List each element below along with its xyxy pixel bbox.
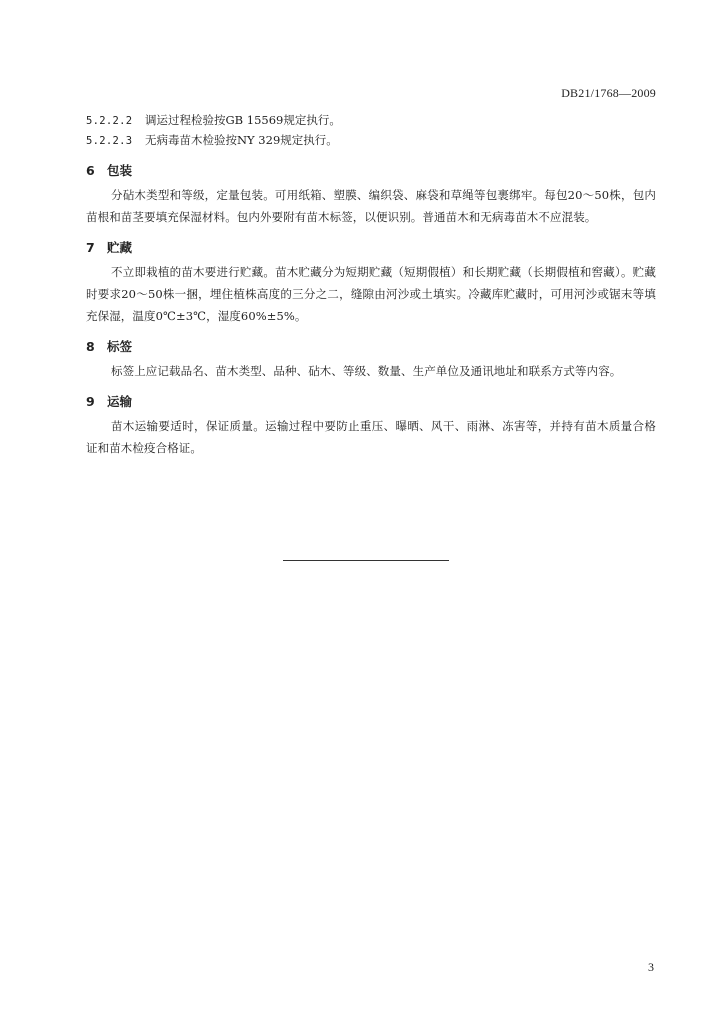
section-paragraph: 苗木运输要适时，保证质量。运输过程中要防止重压、曝晒、风干、雨淋、冻害等，并持有苗木质量合格证和苗木检疫合格证。 bbox=[86, 419, 656, 455]
section-number: 9 bbox=[86, 394, 95, 409]
section-number: 8 bbox=[86, 339, 95, 354]
section-number: 7 bbox=[86, 240, 95, 255]
clause-number: 5.2.2.2 bbox=[86, 115, 133, 127]
section-heading bbox=[86, 336, 656, 358]
section-heading bbox=[86, 160, 656, 182]
section-storage bbox=[86, 237, 656, 327]
clause-text: 调运过程检验按GB 15569规定执行。 bbox=[145, 113, 341, 127]
clause-text: 无病毒苗木检验按NY 329规定执行。 bbox=[145, 133, 338, 147]
section-packaging bbox=[86, 160, 656, 228]
section-paragraph: 分砧木类型和等级，定量包装。可用纸箱、塑膜、编织袋、麻袋和草绳等包裹绑牢。每包20～50株，包内苗根和苗茎要填充保湿材料。包内外要附有苗木标签，以便识别。普通苗木和无病毒苗木不应混装。 bbox=[86, 188, 656, 224]
section-number: 6 bbox=[86, 163, 95, 178]
section-title: 贮藏 bbox=[107, 240, 133, 255]
section-label bbox=[86, 336, 656, 382]
section-transport bbox=[86, 391, 656, 459]
document-code: DB21/1768—2009 bbox=[561, 86, 656, 100]
section-heading bbox=[86, 391, 656, 413]
clause-5-2-2-2 bbox=[86, 111, 656, 131]
section-title: 包装 bbox=[107, 163, 133, 178]
clause-number: 5.2.2.3 bbox=[86, 135, 133, 147]
clause-5-2-2-3 bbox=[86, 131, 656, 151]
section-title: 运输 bbox=[107, 394, 133, 409]
end-of-document-rule bbox=[283, 560, 449, 561]
page-number: 3 bbox=[648, 960, 654, 974]
section-paragraph: 不立即栽植的苗木要进行贮藏。苗木贮藏分为短期贮藏（短期假植）和长期贮藏（长期假植和窖藏）。贮藏时要求20～50株一捆，埋住植株高度的三分之二，缝隙由河沙或土填实。冷藏库贮藏时，可用河沙或锯末等填充保湿，温度0℃±3℃，湿度60%±5%。 bbox=[86, 265, 656, 323]
section-paragraph: 标签上应记载品名、苗木类型、品种、砧木、等级、数量、生产单位及通讯地址和联系方式等内容。 bbox=[111, 364, 622, 378]
section-heading bbox=[86, 237, 656, 259]
document-body bbox=[86, 111, 656, 459]
section-title: 标签 bbox=[107, 339, 133, 354]
